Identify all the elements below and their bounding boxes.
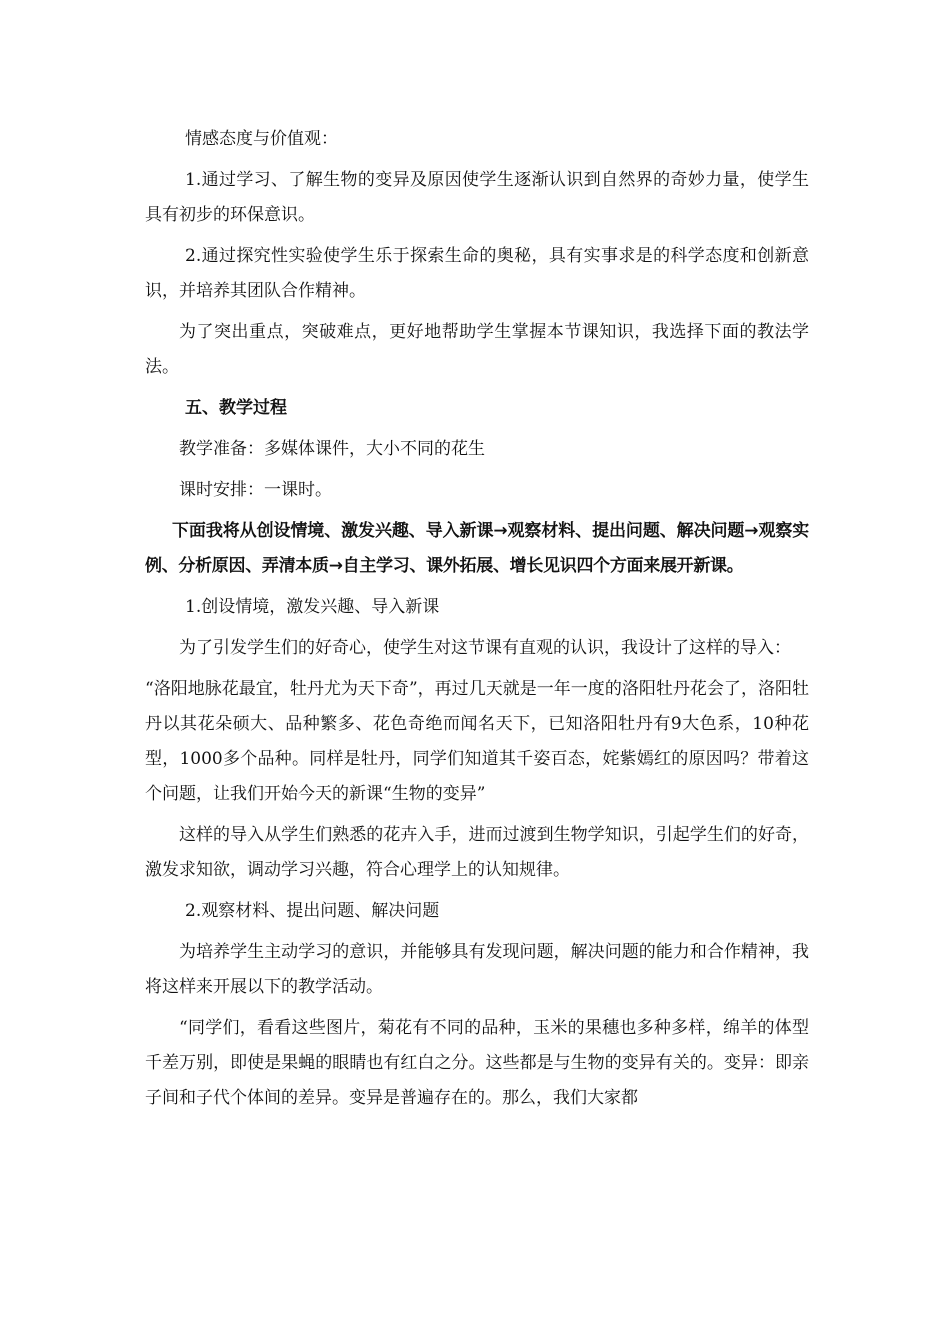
paragraph-goal-2: 2.通过探究性实验使学生乐于探索生命的奥秘，具有实事求是的科学态度和创新意识，并培养其团队合作精神。	[145, 246, 809, 301]
paragraph-step-1-intro: 为了引发学生们的好奇心，使学生对这节课有直观的认识，我设计了这样的导入：	[179, 638, 791, 658]
paragraph-preparation: 教学准备：多媒体课件，大小不同的花生	[179, 439, 485, 459]
paragraph-step-1-analysis: 这样的导入从学生们熟悉的花卉入手，进而过渡到生物学知识，引起学生们的好奇，激发求知欲，调动学习兴趣，符合心理学上的认知规律。	[145, 825, 809, 880]
paragraph-step-2-intro: 为培养学生主动学习的意识，并能够具有发现问题，解决问题的能力和合作精神，我将这样来开展以下的教学活动。	[145, 942, 809, 997]
paragraph-step-2-quote: “同学们，看看这些图片，菊花有不同的品种，玉米的果穗也多种多样，绵羊的体型千差万别，即使是果蝇的眼睛也有红白之分。这些都是与生物的变异有关的。变异：即亲子间和子代个体间的差异。变异是普遍存在的。那么，我们大家都	[145, 1018, 809, 1108]
paragraph-goal-1: 1.通过学习、了解生物的变异及原因使学生逐渐认识到自然界的奇妙力量，使学生具有初步的环保意识。	[145, 170, 809, 225]
document-body	[145, 122, 809, 1122]
section-heading-teaching-process: 五、教学过程	[185, 398, 287, 418]
paragraph-overview-bold: 下面我将从创设情境、激发兴趣、导入新课→观察材料、提出问题、解决问题→观察实例、分析原因、弄清本质→自主学习、课外拓展、增长见识四个方面来展开新课。	[145, 521, 809, 576]
paragraph-peony-quote: “洛阳地脉花最宜，牡丹尤为天下奇”，再过几天就是一年一度的洛阳牡丹花会了，洛阳牡丹以其花朵硕大、品种繁多、花色奇绝而闻名天下，已知洛阳牡丹有9大色系，10种花型，1000多个品种。同样是牡丹，同学们知道其千姿百态，姹紫嫣红的原因吗？带着这个问题，让我们开始今天的新课“生物的变异”	[145, 679, 809, 804]
subheading-step-1: 1.创设情境，激发兴趣、导入新课	[185, 597, 440, 617]
paragraph-attitude-heading: 情感态度与价值观：	[185, 129, 338, 149]
paragraph-schedule: 课时安排：一课时。	[179, 480, 332, 500]
paragraph-method-intro: 为了突出重点，突破难点，更好地帮助学生掌握本节课知识，我选择下面的教法学法。	[145, 322, 809, 377]
subheading-step-2: 2.观察材料、提出问题、解决问题	[185, 901, 440, 921]
